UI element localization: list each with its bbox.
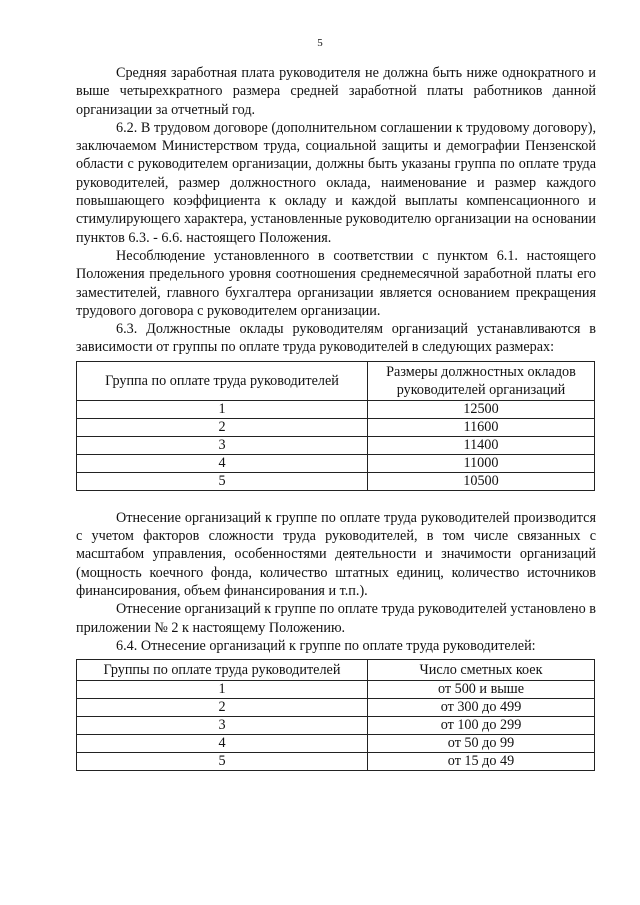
paragraph: Средняя заработная плата руководителя не должна быть ниже однократного и выше четырехкратного размера средней заработной платы работников данной организации за отчетный год.: [76, 65, 596, 118]
table-cell: 2: [77, 699, 368, 717]
table-row: [77, 400, 595, 418]
table-row: [77, 717, 595, 735]
table-cell: 5: [77, 472, 368, 490]
table-cell: 4: [77, 735, 368, 753]
table-cell: 1: [77, 681, 368, 699]
table-cell: 1: [77, 400, 368, 418]
paragraph: 6.3. Должностные оклады руководителям организаций устанавливаются в зависимости от группы по оплате труда руководителей в следующих размерах:: [76, 321, 596, 356]
table-header-cell: Число сметных коек: [368, 660, 595, 681]
paragraph: Отнесение организаций к группе по оплате труда руководителей установлено в приложении № 2 к настоящему Положению.: [76, 601, 596, 636]
table-cell: от 15 до 49: [368, 753, 595, 771]
table-header-cell: Размеры должностных окладов руководителей организаций: [368, 361, 595, 400]
table-row: [77, 472, 595, 490]
document-body: [76, 64, 596, 789]
table-cell: от 300 до 499: [368, 699, 595, 717]
paragraph: Несоблюдение установленного в соответствии с пунктом 6.1. настоящего Положения предельного уровня соотношения среднемесячной заработной платы его заместителей, главного бухгалтера организации является основанием прекращения трудового договора с руководителем организации.: [76, 247, 596, 319]
bed-count-table: [76, 659, 595, 771]
table-cell: 10500: [368, 472, 595, 490]
table-row: [77, 681, 595, 699]
table-cell: 11400: [368, 436, 595, 454]
table-cell: от 500 и выше: [368, 681, 595, 699]
table-row: [77, 418, 595, 436]
table-row: [77, 454, 595, 472]
table-row: [77, 699, 595, 717]
paragraph: 6.4. Отнесение организаций к группе по оплате труда руководителей:: [116, 637, 536, 654]
table-cell: 11000: [368, 454, 595, 472]
table-cell: 4: [77, 454, 368, 472]
table-row: [77, 753, 595, 771]
paragraph: 6.2. В трудовом договоре (дополнительном соглашении к трудовому договору), заключаемом Министерством труда, социальной защиты и демографии Пензенской области с руководителем организации, должны быть указаны группа по оплате труда руководителей, размер должностного оклада, наименование и размер каждого повышающего коэффициента к окладу и каждой выплаты компенсационного и стимулирующего характера, установленные руководителю организации на основании пунктов 6.3. - 6.6. настоящего Положения.: [76, 119, 596, 246]
table-header-cell: Группы по оплате труда руководителей: [77, 660, 368, 681]
table-row: [77, 436, 595, 454]
table-row: [77, 735, 595, 753]
table-cell: 11600: [368, 418, 595, 436]
table-cell: 12500: [368, 400, 595, 418]
table-header-row: [77, 361, 595, 400]
page-number: 5: [317, 37, 323, 49]
table-cell: 2: [77, 418, 368, 436]
table-cell: от 100 до 299: [368, 717, 595, 735]
paragraph: Отнесение организаций к группе по оплате труда руководителей производится с учетом факторов сложности труда руководителей, в том числе связанных с масштабом управления, особенностями деятельности и значимости организаций (мощность коечного фонда, количество штатных единиц, количество источников финансирования, объем финансирования и т.п.).: [76, 509, 596, 599]
table-header-cell: Группа по оплате труда руководителей: [77, 361, 368, 400]
table-cell: 3: [77, 436, 368, 454]
table-cell: 5: [77, 753, 368, 771]
table-header-row: [77, 660, 595, 681]
table-cell: от 50 до 99: [368, 735, 595, 753]
salary-table: [76, 361, 595, 491]
table-cell: 3: [77, 717, 368, 735]
